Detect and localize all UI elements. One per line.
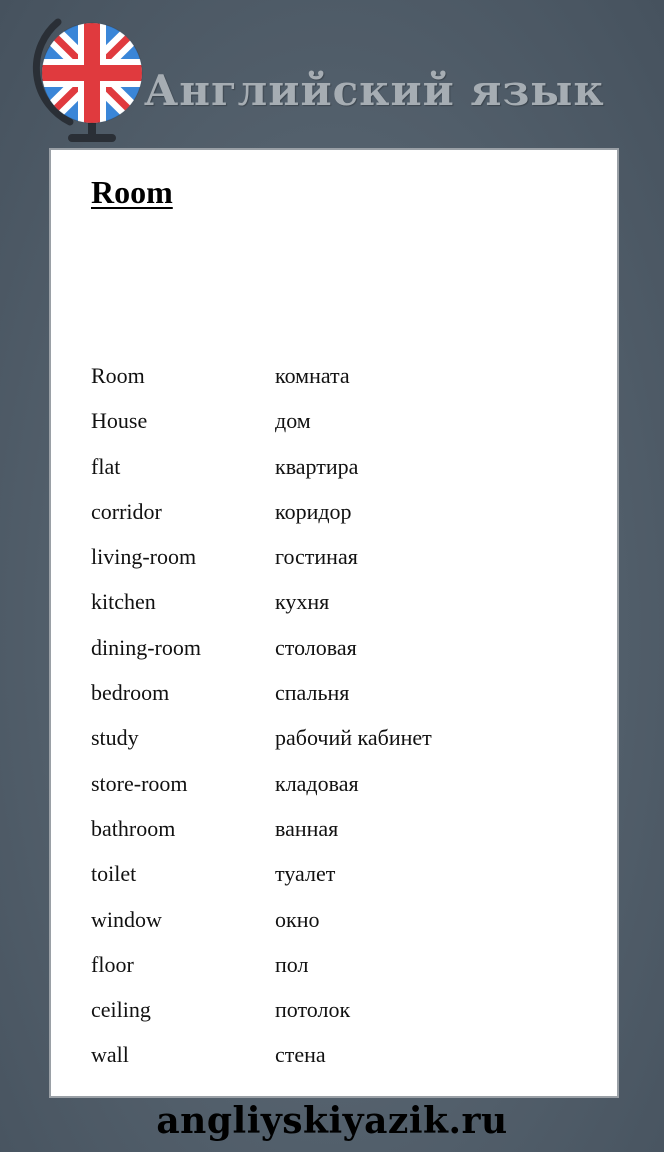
- vocabulary-russian: кладовая: [275, 770, 359, 796]
- vocabulary-english: bedroom: [91, 680, 170, 706]
- vocabulary-row: [91, 544, 432, 589]
- vocabulary-russian: гостиная: [275, 544, 358, 570]
- vocabulary-russian: окно: [275, 906, 320, 932]
- vocabulary-list: [91, 363, 432, 1088]
- vocabulary-russian: туалет: [275, 861, 336, 887]
- vocabulary-russian: стена: [275, 1042, 326, 1068]
- vocabulary-row: [91, 454, 432, 499]
- vocabulary-row: [91, 771, 432, 816]
- vocabulary-russian: коридор: [275, 498, 352, 524]
- vocabulary-row: [91, 408, 432, 453]
- vocabulary-russian: квартира: [275, 453, 359, 479]
- vocabulary-russian: ванная: [275, 815, 339, 841]
- vocabulary-english: Room: [91, 363, 145, 388]
- vocabulary-english: kitchen: [91, 589, 156, 615]
- vocabulary-russian: кухня: [275, 589, 330, 615]
- vocabulary-english: ceiling: [91, 997, 151, 1023]
- vocabulary-row: [91, 499, 432, 544]
- vocabulary-english: store-room: [91, 770, 188, 796]
- vocabulary-english: floor: [91, 951, 134, 977]
- vocabulary-russian: комната: [275, 363, 350, 388]
- vocabulary-english: corridor: [91, 498, 162, 524]
- vocabulary-row: [91, 907, 432, 952]
- vocabulary-english: House: [91, 408, 148, 434]
- card-title: Room: [91, 174, 173, 210]
- vocabulary-row: [91, 861, 432, 906]
- vocabulary-english: flat: [91, 453, 121, 479]
- vocabulary-russian: пол: [275, 951, 309, 977]
- vocabulary-english: toilet: [91, 861, 137, 887]
- footer-domain: angliyskiyazik.ru: [156, 1100, 508, 1142]
- vocabulary-english: dining-room: [91, 634, 201, 660]
- vocabulary-row: [91, 1042, 432, 1087]
- header: [0, 0, 664, 150]
- vocabulary-english: bathroom: [91, 815, 176, 841]
- vocabulary-english: living-room: [91, 544, 197, 570]
- vocabulary-row: [91, 635, 432, 680]
- vocabulary-row: [91, 363, 432, 408]
- vocabulary-row: [91, 725, 432, 770]
- vocabulary-row: [91, 589, 432, 634]
- vocabulary-russian: столовая: [275, 634, 357, 660]
- vocabulary-russian: дом: [275, 408, 311, 434]
- uk-flag-globe-icon: [28, 10, 148, 146]
- vocabulary-row: [91, 816, 432, 861]
- site-title: Английский язык: [144, 66, 605, 115]
- vocabulary-row: [91, 997, 432, 1042]
- vocabulary-russian: рабочий кабинет: [275, 725, 432, 751]
- vocabulary-card: [49, 148, 619, 1098]
- vocabulary-english: wall: [91, 1042, 129, 1068]
- vocabulary-russian: спальня: [275, 680, 350, 706]
- vocabulary-russian: потолок: [275, 997, 351, 1023]
- vocabulary-row: [91, 952, 432, 997]
- vocabulary-english: study: [91, 725, 139, 751]
- vocabulary-row: [91, 680, 432, 725]
- vocabulary-english: window: [91, 906, 162, 932]
